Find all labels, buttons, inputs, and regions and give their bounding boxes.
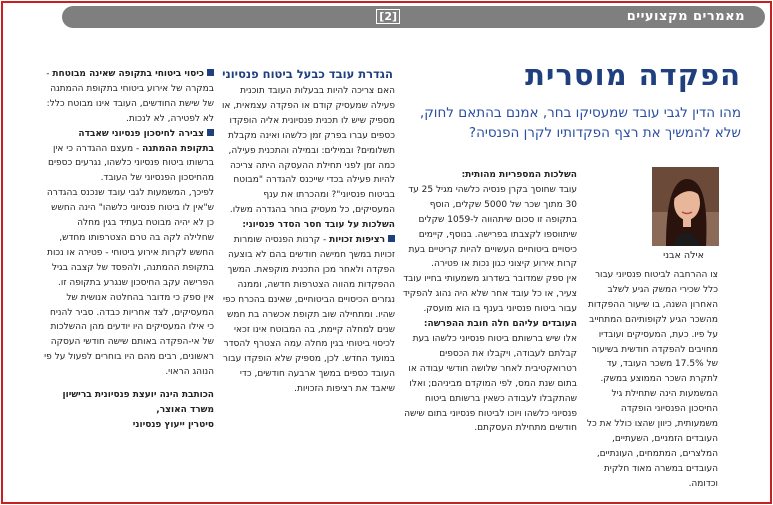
- bullet-heading: צבירה לחיסכון פנסיוני שאבדה בתקופת ההמתנה: [78, 128, 214, 154]
- page-number: [2]: [376, 9, 400, 24]
- column-3: [44, 67, 214, 503]
- section-header-bar: [62, 6, 765, 28]
- article-title: הפקדה מוסרית: [525, 58, 741, 92]
- paragraph: צו ההרחבה לביטוח פנסיוני עבור כלל שכירי המשק הגיע לשלב האחרון השנה, בו שיעור ההפקדות מהשכר הגיע לקופותיהם המתחייב על פיו. כעת, המעסיקים ועובדיו מחויבים להפקדה חודשית בשיעור של 17.5% משכר העובד, עד לתקרת השכר הממוצע במשק.: [587, 270, 718, 385]
- paragraph: עובד שחוסך בקרן פנסיה כלשהי מגיל 25 עד 30 מתוך שכר של 5000 שקלים, הוסף בתקופה זו סכום שיתהווה ל-1059 שקלים שיתווספו לקצבתו בפרישה. בנוסף, קיימים כיסויים ביטוחיים העשויים להיות קריטיים בעת קרות אירוע קיצוני כגון נכות או פטירה.: [408, 184, 577, 270]
- subheading: השלכות על עובד חסר הסדר פנסיוני:: [242, 220, 395, 231]
- signature-line: סיטרין ייעוץ פנסיוני: [132, 419, 214, 430]
- subheading: השלכות המספריות מהותית:: [461, 170, 577, 180]
- square-bullet-icon: [207, 129, 214, 136]
- paragraph: [44, 67, 214, 127]
- author-photo: [652, 167, 719, 246]
- section-title: מאמרים מקצועיים: [626, 9, 745, 24]
- paragraph: לפיכך, המשמעות לגבי עובד שנכנס בהגדרה ש"אין לו ביטוח פנסיוני כלשהו" הינה החשש כן לא יהיה מבוטח בעתיד בגין מחלה שחלילה לקה בה טרם הצטרפותו מחדש, החשש לקרות אירוע ביטוחי - פטירה או נכות בתקופת ההמתנה, ולהפסד של קצבה בגיל הפרישה עקב החיסכון שנגרע בתקופה זו.: [46, 188, 214, 288]
- column-heading: הגדרת עובד כבעל ביטוח פנסיוני: [222, 67, 393, 81]
- paragraph: המשמעות הינה שתחילת גיל החיסכון הפנסיוני הופקדה משמעותית, כיוון שהצו כולל את כל העובדים הזמניים, השעתיים, המלצרים, המתמחים, העונתיים, העובדים במשרה מאוד חלקית וכדומה.: [586, 389, 718, 489]
- paragraph: האם צריכה להיות בבעלות העובד תוכנית פעילה שמעסיק קודם או הפקדה עצמאית, או מספיק שיש לו תכנית פנסיונית אליה הופקדו כספים עברו בפרק זמן כלשהו ואינה מקבלת תשלומים? ובמילים: ובמילה והתכנית פעילה, כמה זמן לפני תחילת ההעסקה היתה צריכה להיות פעילה בכדי שייכנס להגדרה "מבוטח בביטוח פנסיוני"? ומהכרתו את ענף המעסיקים, כל מעסיק בוחר בהגדרה משלו.: [221, 86, 395, 216]
- bullet-text: - קרנות הפנסיה שומרות זכויות במשך חמישה חודשים בהם לא בוצעה הפקדה ולאחר מכן התכנית מוקפאת. המשך ההפקדות מהווה הצטרפות חדשה, וממנה נגזרים הכיסויים הביטוחיים, שאינם בהכרח כפי שהיו. ומתחילה שוב תקופת אכשרה בת חמש שנים למחלה קיימת, בה המבוטח אינו זכאי לכיסוי ביטוחי בגין מחלה עמה הצטרף להסדר במועד החדש. לכן, מספיק שלא הופקדו עבור העובד כספים במשך ארבעה חודשים, כדי שיאבד את רציפות הזכויות.: [222, 235, 395, 395]
- paragraph: אלו שיש ברשותם ביטוח פנסיוני כלשהו בעת קבלתם לעבודה, ויקבלו את הכספים רטרואקטיבית לאחר שלושה חודשי עבודה או בתום שנת המס, לפי המוקדם מביניהם; ואלו שהתקבלו לעבודה כשאין ברשותם ביטוח פנסיוני כלשהו ויוכו לביטוח פנסיוני בתום שישה חודשים מתחילת העסקתם.: [404, 333, 577, 434]
- article-subtitle: מהו הדין לגבי עובד שמעסיקו בחר, אמנם בהתאם לחוק, שלא להמשיך את רצף הפקדותיו לקרן הפנסיה?: [419, 105, 741, 141]
- subheading: העובדים עליהם חלה חובת ההפרשה:: [423, 319, 577, 330]
- square-bullet-icon: [388, 235, 395, 242]
- bullet-heading: כיסוי ביטוחי בתקופה שאינה מבוטחת: [52, 69, 204, 79]
- bullet-text: - במקרה של אירוע ביטוחי בתקופת ההמתנה של שישת החודשים, העובד אינו מבוטח כלל: לא לפטירה, לא לנכות.: [46, 69, 214, 124]
- author-photo-illustration: [652, 167, 719, 246]
- column-1-top: [583, 268, 718, 503]
- column-2: [220, 67, 395, 503]
- paragraph: אין ספק כי מדובר בהחלטה אנושית של המעסיקים, לצד אחריות כבדה. סביר להניח כי אילו המעסיקים היו יודעים מהן ההשלכות של אי-הפקדה באותם שישה חודשי העסקה ראשונים, רבים מהם היו בוחרים לפעול על פי הנוהג הראוי.: [44, 292, 214, 378]
- bullet-text: - מעצם ההגדרה כי אין ברשותו ביטוח פנסיוני כלשהו, נגרעים כספים מהחיסכון הפנסיוני של העובד.: [48, 143, 214, 184]
- paragraph: [220, 233, 395, 397]
- author-signature: [44, 388, 214, 433]
- column-1-bottom: [402, 168, 577, 503]
- signature-line: הכותבת הינה יועצת פנסיונית ברישיון משרד האוצר,: [62, 390, 214, 415]
- author-caption: אילה אבני: [663, 250, 704, 261]
- bullet-heading: רציפות זכויות: [329, 235, 385, 246]
- square-bullet-icon: [207, 69, 214, 76]
- paragraph: [44, 127, 214, 187]
- paragraph: אין ספק שמדובר בשדרוג משמעותי בחייו עובד צעיר, או כל עובד אחר שלא היה נהוג להפקיד עבור ביטוח פנסיוני בענף בו הוא מועסק.: [402, 274, 577, 315]
